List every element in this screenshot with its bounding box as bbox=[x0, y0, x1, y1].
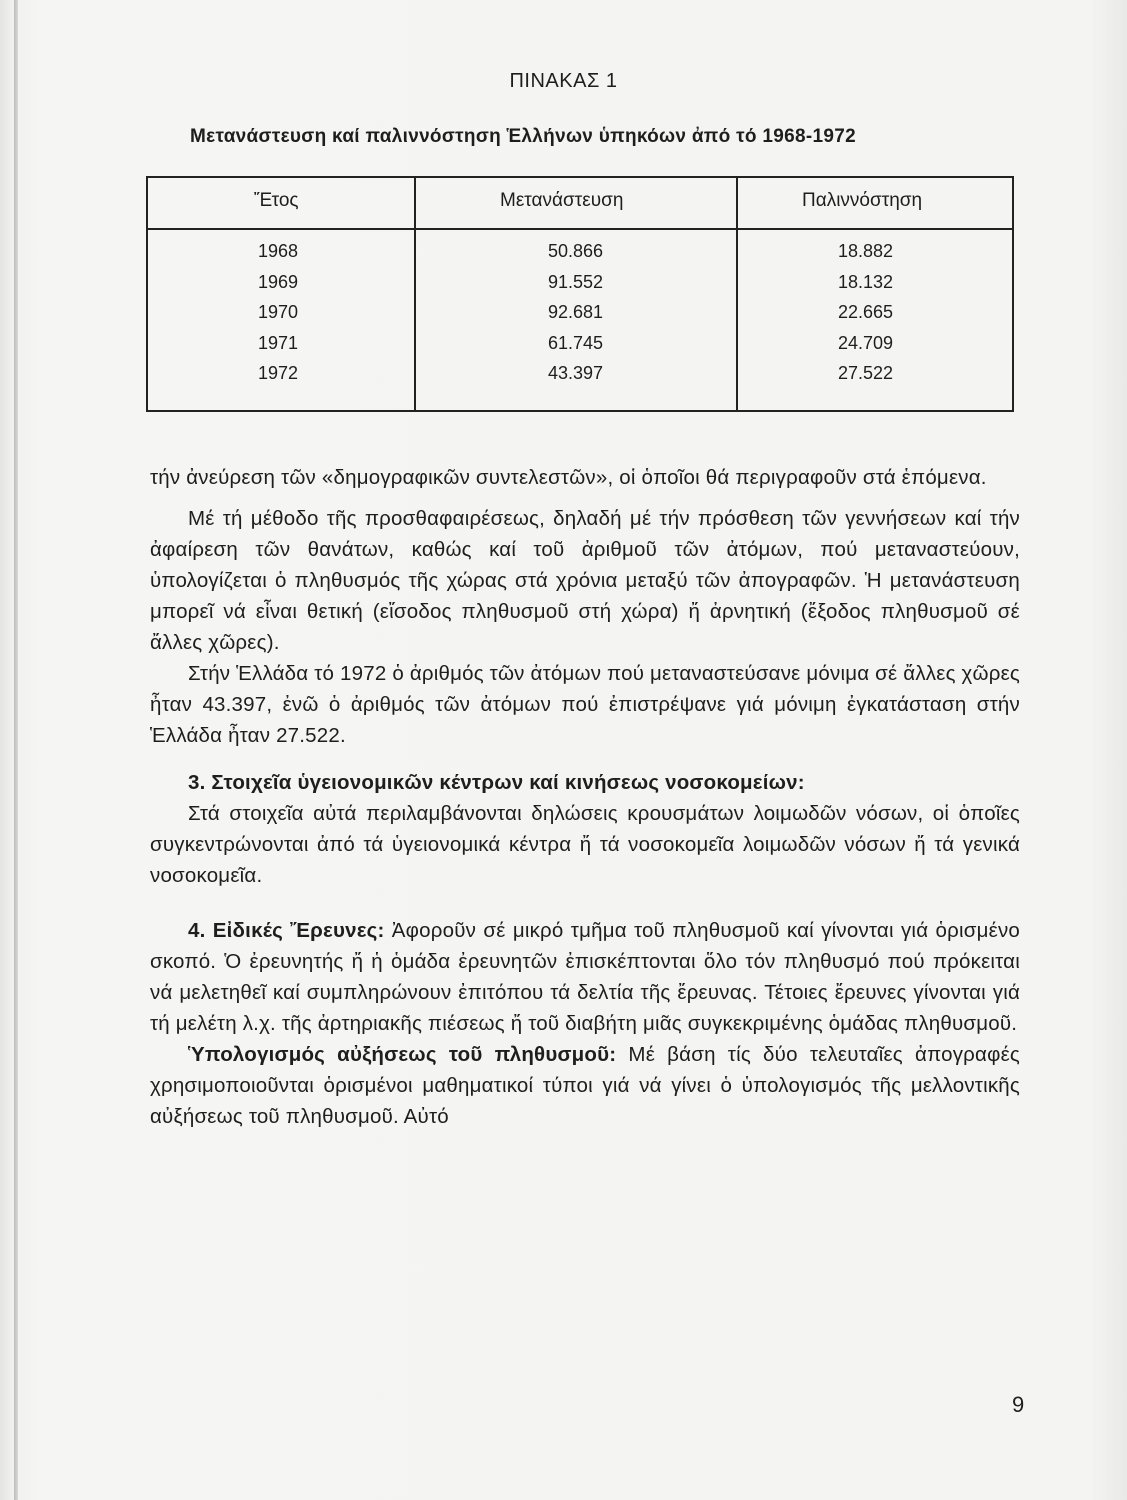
section-heading-growth: Ὑπολογισμός αὐξήσεως τοῦ πληθυσμοῦ: bbox=[188, 1043, 617, 1066]
paragraph-continuation: τήν ἀνεύρεση τῶν «δημογραφικῶν συντελεστῶν», οἱ ὁποῖοι θά περιγραφοῦν στά ἑπόμενα. bbox=[150, 466, 987, 489]
table-cell-repatriation: 24.709 bbox=[838, 332, 894, 353]
table-cell-emigration: 50.866 bbox=[548, 241, 604, 261]
paragraph-special-surveys-text: Ἀφοροῦν σέ μικρό τμῆμα τοῦ πληθυσμοῦ καί γίνονται γιά ὁρισμένο σκοπό. Ὁ ἐρευνητής ἤ ἡ ὁμάδα ἐρευνητῶν ἐπισκέπτονται ὅλο τόν πληθυσμό πού πρόκειται νά μελετηθεῖ καί συμπληρώνουν ἐπιτόπου τά δελτία τῆς ἔρευνας. Τέτοιες ἔρευνες γίνονται γιά τή μελέτη λ.χ. τῆς ἀρτηριακῆς πιέσεως ἤ τοῦ διαβήτη μιᾶς συγκεκριμένης ὁμάδας πληθυσμοῦ. bbox=[150, 919, 1020, 1035]
table-caption: Μετανάστευση καί παλιννόστηση Ἑλλήνων ὑπηκόων ἀπό τό 1968-1972 bbox=[190, 126, 856, 147]
table-column-divider bbox=[414, 178, 416, 410]
table-cell-repatriation: 18.882 bbox=[838, 241, 894, 261]
paragraph-health-data: Στά στοιχεῖα αὐτά περιλαμβάνονται δηλώσεις κρουσμάτων λοιμωδῶν νόσων, οἱ ὁποῖες συγκεντρώνονται ἀπό τά ὑγειονομικά κέντρα ἤ τά νοσοκομεῖα λοιμωδῶν νόσων ἤ τά γενικά νοσοκομεῖα. bbox=[150, 802, 1020, 887]
header-repatriation: Παλιννόστηση bbox=[802, 190, 923, 211]
table-cell-year: 1968 bbox=[258, 241, 299, 261]
table-cell-year: 1972 bbox=[258, 363, 299, 383]
book-spine-shadow bbox=[14, 0, 18, 1500]
table-cell-emigration: 43.397 bbox=[548, 363, 604, 383]
table-cell-year: 1971 bbox=[258, 332, 299, 353]
table-column-divider bbox=[736, 178, 738, 410]
table-header-divider bbox=[148, 228, 1012, 230]
emigration-table bbox=[146, 176, 1014, 412]
body-text bbox=[150, 462, 1020, 1132]
table-cell-year: 1970 bbox=[258, 302, 299, 322]
table-cell-emigration: 91.552 bbox=[548, 271, 604, 292]
section-heading-4: 4. Εἰδικές Ἔρευνες: bbox=[188, 919, 385, 942]
repatriation-column bbox=[838, 236, 893, 389]
table-cell-emigration: 92.681 bbox=[548, 302, 604, 322]
emigration-column bbox=[548, 236, 603, 389]
page-number: 9 bbox=[1012, 1392, 1025, 1417]
header-emigration: Μετανάστευση bbox=[500, 190, 624, 211]
table-cell-emigration: 61.745 bbox=[548, 332, 604, 353]
table-cell-repatriation: 18.132 bbox=[838, 271, 894, 292]
table-cell-year: 1969 bbox=[258, 271, 299, 292]
table-cell-repatriation: 22.665 bbox=[838, 302, 894, 322]
section-heading-3: 3. Στοιχεῖα ὑγειονομικῶν κέντρων καί κινήσεως νοσοκομείων: bbox=[188, 771, 805, 794]
year-column bbox=[258, 236, 298, 389]
table-cell-repatriation: 27.522 bbox=[838, 363, 894, 383]
paragraph-method: Μέ τή μέθοδο τῆς προσθαφαιρέσεως, δηλαδή μέ τήν πρόσθεση τῶν γεννήσεων καί τήν ἀφαίρεση τῶν θανάτων, καθώς καί τοῦ ἀριθμοῦ τῶν ἀτόμων, πού μεταναστεύουν, ὑπολογίζεται ὁ πληθυσμός τῆς χώρας στά χρόνια μεταξύ τῶν ἀπογραφῶν. Ἡ μετανάστευση μπορεῖ νά εἶναι θετική (εἴσοδος πληθυσμοῦ στή χώρα) ἤ ἀρνητική (ἔξοδος πληθυσμοῦ σέ ἄλλες χῶρες). bbox=[150, 507, 1020, 654]
paragraph-special-surveys bbox=[150, 915, 1020, 1039]
paragraph-population-growth-text: Μέ βάση τίς δύο τελευταῖες ἀπογραφές χρησιμοποιοῦνται ὁρισμένοι μαθηματικοί τύποι γιά νά γίνει ὁ ὑπολογισμός τῆς μελλοντικῆς αὐξήσεως τοῦ πληθυσμοῦ. Αὐτό bbox=[150, 1043, 1020, 1128]
paragraph-population-growth bbox=[150, 1039, 1020, 1132]
header-year: Ἔτος bbox=[254, 190, 299, 211]
paragraph-greece-1972: Στήν Ἑλλάδα τό 1972 ὁ ἀριθμός τῶν ἀτόμων πού μεταναστεύσανε μόνιμα σέ ἄλλες χῶρες ἦταν 43.397, ἐνῶ ὁ ἀριθμός τῶν ἀτόμων πού ἐπιστρέψανε γιά μόνιμη ἐγκατάσταση στήν Ἑλλάδα ἦταν 27.522. bbox=[150, 662, 1020, 747]
table-title: ΠΙΝΑΚΑΣ 1 bbox=[509, 70, 618, 92]
